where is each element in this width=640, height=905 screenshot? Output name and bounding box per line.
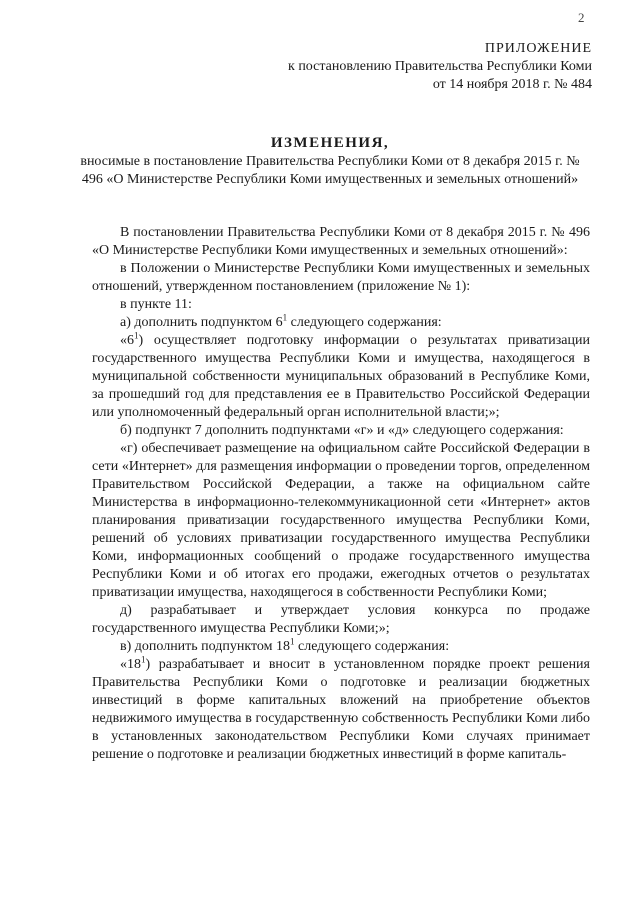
p10-text-post: ) разрабатывает и вносит в установленном порядке проект решения Правительства Республики Коми о подготовке и реализации бюджетных инвестиций в форме капитальных вложений на приобретение объектов недвижимого имущества в государственную собственность Республики Коми либо в установленных законодательством Республики Коми случаях принимает решение о подготовке и реализации бюджетных инвестиций в форме капиталь- (92, 657, 590, 762)
p5-text-pre: «6 (120, 333, 134, 348)
paragraph-10 (92, 656, 590, 764)
p4-text-pre: а) дополнить подпунктом 6 (120, 315, 283, 330)
p9-text-post: следующего содержания: (294, 639, 450, 654)
appendix-line-2: от 14 ноября 2018 г. № 484 (432, 77, 592, 92)
paragraph-7: «г) обеспечивает размещение на официальном сайте Российской Федерации в сети «Интернет» для размещения информации о проведении торгов, определенном Правительством Российской Федерации, а также на официальном сайте Министерства в информационно-телекоммуникационной сети «Интернет» актов планирования приватизации государственного имущества Республики Коми, решений об условиях приватизации государственного имущества Республики Коми, информационных сообщений о продаже государственного имущества Республики Коми и об итогах его продажи, ежегодных отчетов о результатах приватизации имущества, находящегося в собственности Республики Коми; (92, 441, 590, 600)
p4-text-post: следующего содержания: (287, 315, 442, 330)
p4-superscript: 1 (282, 312, 288, 323)
paragraph-1: В постановлении Правительства Республики Коми от 8 декабря 2015 г. № 496 «О Министерстве Республики Коми имущественных и земельных отношений»: (92, 225, 590, 258)
page-number: 2 (578, 10, 585, 25)
p9-text-pre: в) дополнить подпунктом 18 (120, 639, 291, 654)
paragraph-4 (92, 314, 590, 332)
document-body (92, 224, 590, 764)
appendix-title: ПРИЛОЖЕНИЕ (484, 41, 592, 56)
heading-title: ИЗМЕНЕНИЯ, (270, 135, 390, 151)
paragraph-9 (92, 638, 590, 656)
paragraph-2: в Положении о Министерстве Республики Коми имущественных и земельных отношений, утвержденном постановлением (приложение № 1): (92, 261, 590, 294)
p10-text-pre: «18 (120, 657, 141, 672)
paragraph-8: д) разрабатывает и утверждает условия конкурса по продаже государственного имущества Республики Коми;»; (92, 603, 590, 636)
p9-superscript: 1 (290, 636, 295, 647)
p10-superscript: 1 (141, 654, 146, 665)
paragraph-6: б) подпункт 7 дополнить подпунктами «г» и «д» следующего содержания: (120, 423, 564, 438)
paragraph-5 (92, 332, 590, 422)
p5-superscript: 1 (134, 330, 139, 341)
heading-subtitle: вносимые в постановление Правительства Республики Коми от 8 декабря 2015 г. № 496 «О Министерстве Республики Коми имущественных и земельных отношений» (80, 154, 580, 187)
appendix-block (288, 40, 592, 94)
p5-text-post: ) осуществляет подготовку информации о результатах приватизации государственного имущества Республики Коми и имущества, находящегося в муниципальной собственности муниципальных образований в Республике Коми, за прошедший год для представления ее в Правительство Российской Федерации или уполномоченный федеральный орган исполнительной власти;»; (92, 333, 590, 420)
appendix-line-1: к постановлению Правительства Республики Коми (288, 59, 592, 74)
document-heading (80, 134, 580, 189)
paragraph-3: в пункте 11: (120, 297, 192, 312)
